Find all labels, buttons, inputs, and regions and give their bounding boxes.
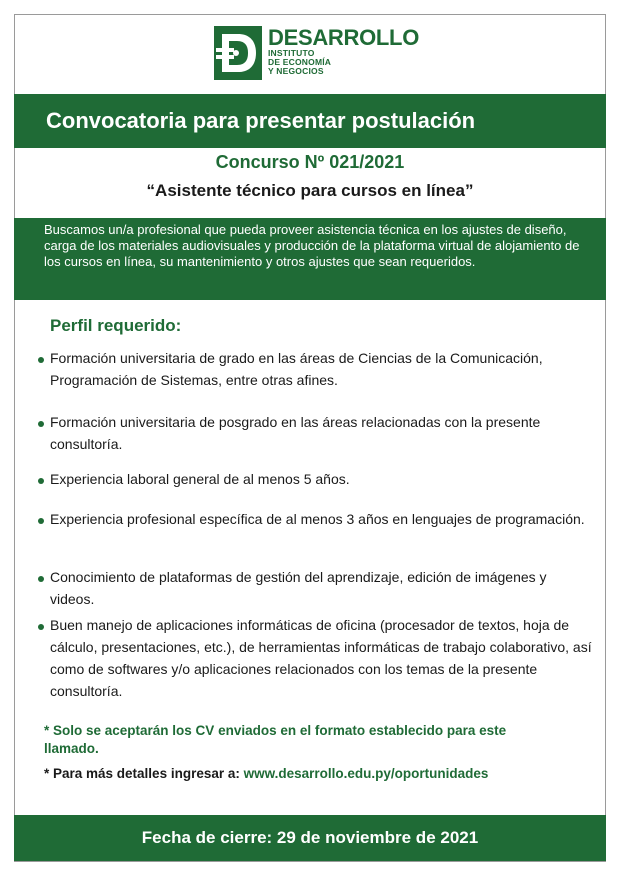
- page-title: Convocatoria para presentar postulación: [46, 108, 476, 133]
- page-title-band: [14, 94, 606, 148]
- requirement-item: [38, 347, 594, 391]
- deadline-band: [14, 815, 606, 861]
- position-title: “Asistente técnico para cursos en línea”: [146, 181, 474, 200]
- bullet-icon: [38, 411, 50, 455]
- desarrollo-logo: [214, 26, 419, 82]
- details-note: [44, 765, 604, 783]
- requirement-text: Experiencia profesional específica de al menos 3 años en lenguajes de programación.: [50, 511, 585, 527]
- requirement-text: Formación universitaria de grado en las áreas de Ciencias de la Comunicación, Programación de Sistemas, entre otras afines.: [50, 350, 543, 388]
- logo-subtitle-line-1: INSTITUTO: [268, 48, 315, 58]
- concurso-number: Concurso Nº 021/2021: [215, 152, 405, 172]
- requirement-text: Formación universitaria de posgrado en las áreas relacionadas con la presente consultoría.: [50, 414, 541, 452]
- bullet-icon: [38, 468, 50, 490]
- description-band: [14, 218, 606, 300]
- requirement-item: [38, 566, 594, 610]
- requirement-text: Experiencia laboral general de al menos 5 años.: [50, 471, 350, 487]
- desarrollo-logo-mark-icon: [214, 26, 262, 80]
- cv-format-note: * Solo se aceptarán los CV enviados en el formato establecido para este llamado.: [44, 723, 507, 756]
- bullet-icon: [38, 347, 50, 391]
- bullet-icon: [38, 566, 50, 610]
- bullet-icon: [38, 508, 50, 530]
- logo-subtitle-line-3: Y NEGOCIOS: [268, 66, 324, 76]
- requirement-item: [38, 411, 594, 455]
- requirement-item: [38, 508, 594, 530]
- details-url-link[interactable]: www.desarrollo.edu.py/oportunidades: [243, 766, 489, 781]
- requirement-text: Conocimiento de plataformas de gestión del aprendizaje, edición de imágenes y videos.: [50, 569, 547, 607]
- requirement-text: Buen manejo de aplicaciones informáticas de oficina (procesador de textos, hoja de cálculo, presentaciones, etc.), de herramientas informáticas de trabajo colaborativo, así como de softwares y/o aplicaciones relacionados con los temas de la presente consultoría.: [50, 617, 592, 699]
- requirement-item: [38, 468, 594, 490]
- description-text: Buscamos un/a profesional que pueda proveer asistencia técnica en los ajustes de diseño, carga de los materiales audiovisuales y producción de la plataforma virtual de alojamiento de los cursos en línea, su mantenimiento y otros ajustes que sean requeridos.: [44, 222, 580, 269]
- bullet-icon: [38, 614, 50, 702]
- details-note-prefix: * Para más detalles ingresar a:: [44, 766, 244, 781]
- requirement-item: [38, 614, 594, 702]
- logo-title: DESARROLLO: [268, 25, 420, 50]
- deadline-text: Fecha de cierre: 29 de noviembre de 2021: [141, 828, 479, 847]
- profile-heading: Perfil requerido:: [50, 316, 182, 335]
- logo-subtitle-line-2: DE ECONOMÍA: [268, 57, 332, 67]
